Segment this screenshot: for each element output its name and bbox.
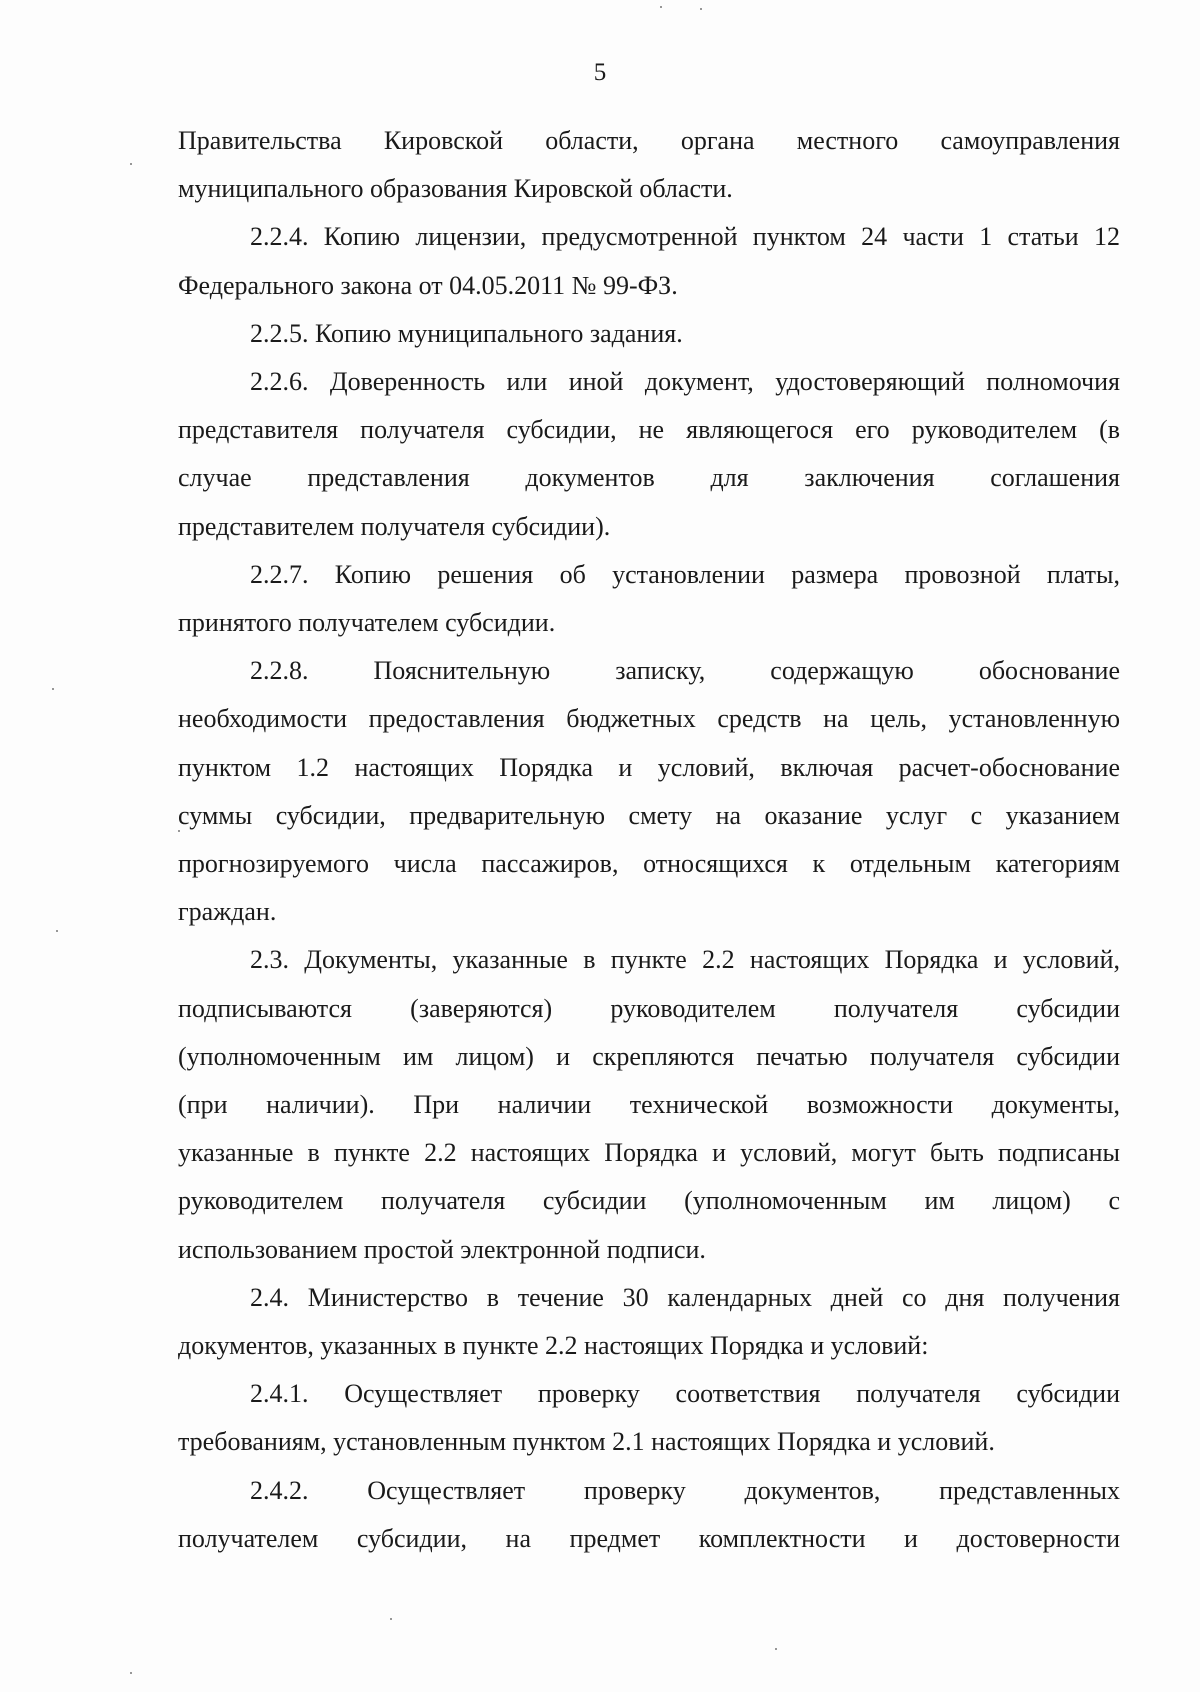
paragraph-2-2-8: [178, 647, 1120, 936]
text-line: представителем получателя субсидии).: [178, 511, 611, 541]
text-line: 2.4.2. Осуществляет проверку документов, представленных: [250, 1475, 1120, 1505]
paragraph-2-2-5: [178, 310, 1120, 358]
scan-speck: [56, 930, 58, 932]
text-line: 2.3. Документы, указанные в пункте 2.2 настоящих Порядка и условий,: [250, 945, 1120, 975]
text-line: случае представления документов для заключения соглашения: [178, 463, 1120, 493]
paragraph-2-3: [178, 936, 1120, 1273]
scan-speck: [52, 688, 54, 690]
scan-speck: [660, 6, 662, 8]
text-line: необходимости предоставления бюджетных средств на цель, установленную: [178, 704, 1120, 734]
text-line: прогнозируемого числа пассажиров, относящихся к отдельным категориям: [178, 849, 1120, 879]
scan-speck: [130, 163, 132, 165]
text-line: требованиям, установленным пунктом 2.1 настоящих Порядка и условий.: [178, 1427, 995, 1457]
paragraph-2-2-7: [178, 551, 1120, 647]
paragraph-2-4-1: [178, 1370, 1120, 1466]
scan-speck: [775, 1648, 777, 1650]
text-line: пунктом 1.2 настоящих Порядка и условий, включая расчет-обоснование: [178, 752, 1120, 782]
text-line: 2.4.1. Осуществляет проверку соответствия получателя субсидии: [250, 1379, 1120, 1409]
text-line: (при наличии). При наличии технической возможности документы,: [178, 1090, 1120, 1120]
text-line: граждан.: [178, 897, 277, 927]
text-line: 2.4. Министерство в течение 30 календарных дней со дня получения: [250, 1282, 1120, 1312]
document-body: [178, 117, 1120, 1563]
scan-speck: [390, 1618, 392, 1620]
text-line: подписываются (заверяются) руководителем получателя субсидии: [178, 993, 1120, 1023]
text-line: суммы субсидии, предварительную смету на оказание услуг с указанием: [178, 800, 1120, 830]
text-line: 2.2.6. Доверенность или иной документ, удостоверяющий полномочия: [250, 367, 1120, 397]
scan-speck: [700, 8, 702, 10]
text-line: 2.2.5. Копию муниципального задания.: [250, 318, 683, 348]
paragraph-2-2-4: [178, 213, 1120, 309]
text-line: Правительства Кировской области, органа местного самоуправления: [178, 126, 1120, 155]
text-line: 2.2.7. Копию решения об установлении размера провозной платы,: [250, 559, 1120, 589]
text-line: документов, указанных в пункте 2.2 настоящих Порядка и условий:: [178, 1331, 929, 1361]
scan-speck: [178, 830, 180, 832]
text-line: использованием простой электронной подписи.: [178, 1234, 706, 1264]
text-line: 2.2.8. Пояснительную записку, содержащую обоснование: [250, 656, 1120, 686]
paragraph-2-4-2: [178, 1467, 1120, 1563]
text-line: принятого получателем субсидии.: [178, 608, 556, 638]
text-line: указанные в пункте 2.2 настоящих Порядка и условий, могут быть подписаны: [178, 1138, 1120, 1168]
text-line: представителя получателя субсидии, не являющегося его руководителем (в: [178, 415, 1120, 445]
page-number: 5: [593, 59, 607, 86]
scan-speck: [130, 1672, 132, 1674]
paragraph: [178, 117, 1120, 213]
text-line: получателем субсидии, на предмет комплектности и достоверности: [178, 1523, 1120, 1553]
text-line: 2.2.4. Копию лицензии, предусмотренной пунктом 24 части 1 статьи 12: [250, 222, 1120, 252]
text-line: руководителем получателя субсидии (уполномоченным им лицом) с: [178, 1186, 1120, 1216]
paragraph-2-2-6: [178, 358, 1120, 551]
text-line: Федерального закона от 04.05.2011 № 99-ФЗ.: [178, 270, 678, 300]
text-line: (уполномоченным им лицом) и скрепляются печатью получателя субсидии: [178, 1041, 1120, 1071]
paragraph-2-4: [178, 1274, 1120, 1370]
text-line: муниципального образования Кировской области.: [178, 174, 733, 204]
